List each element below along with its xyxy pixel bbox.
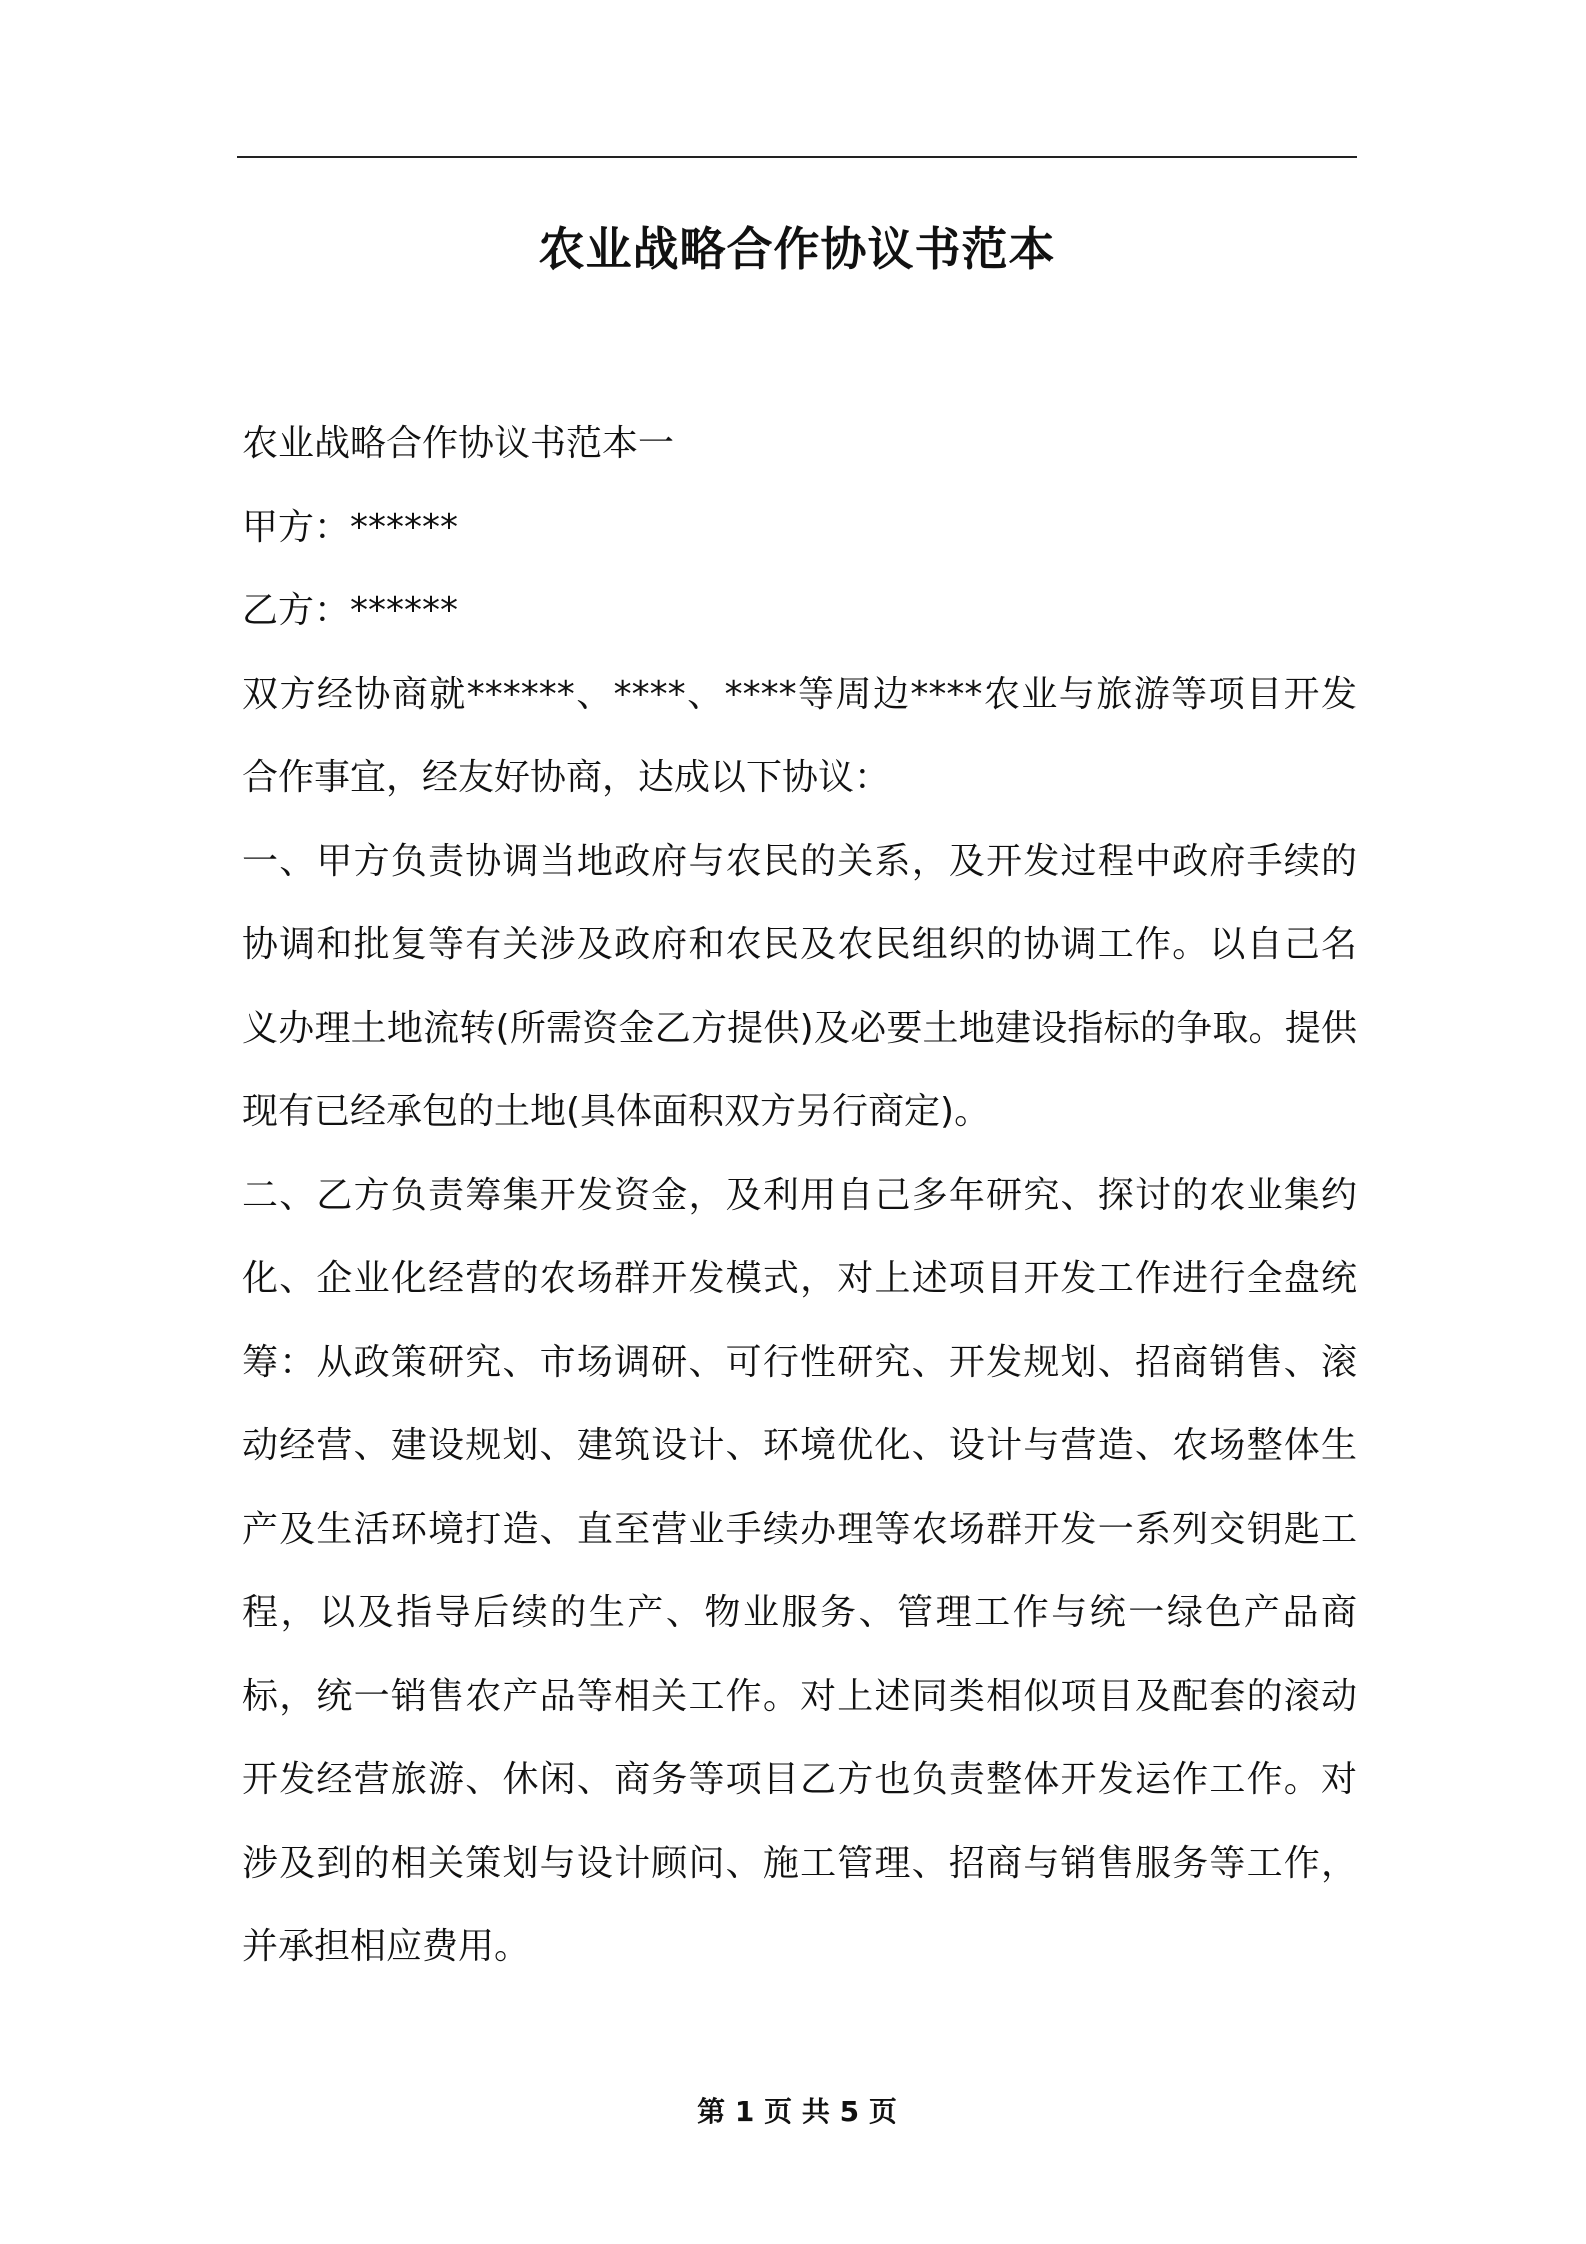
document-title: 农业战略合作协议书范本 [538,222,1056,276]
header-rule [237,156,1357,158]
page-footer [237,2092,1357,2132]
clause-two-paragraph: 二、乙方负责筹集开发资金，及利用自己多年研究、探讨的农业集约化、企业化经营的农场群开发模式，对上述项目开发工作进行全盘统筹：从政策研究、市场调研、可行性研究、开发规划、招商销售、滚动经营、建设规划、建筑设计、环境优化、设计与营造、农场整体生产及生活环境打造、直至营业手续办理等农场群开发一系列交钥匙工程，以及指导后续的生产、物业服务、管理工作与统一绿色产品商标，统一销售农产品等相关工作。对上述同类相似项目及配套的滚动开发经营旅游、休闲、商务等项目乙方也负责整体开发运作工作。对涉及到的相关策划与设计顾问、施工管理、招商与销售服务等工作，并承担相应费用。 [242,1174,1357,1967]
clause-one-paragraph: 一、甲方负责协调当地政府与农民的关系，及开发过程中政府手续的协调和批复等有关涉及政府和农民及农民组织的协调工作。以自己名义办理土地流转(所需资金乙方提供)及必要土地建设指标的争取。提供现有已经承包的土地(具体面积双方另行商定)。 [242,840,1357,1132]
party-b-line: 乙方：****** [242,590,459,631]
preamble-paragraph: 双方经协商就******、****、****等周边****农业与旅游等项目开发合作事宜，经友好协商，达成以下协议： [242,673,1357,798]
document-body [242,402,1357,1989]
section-heading: 农业战略合作协议书范本一 [242,423,675,464]
page-number-label: 第 1 页 共 5 页 [697,2095,897,2128]
party-a-line: 甲方：****** [242,506,459,548]
